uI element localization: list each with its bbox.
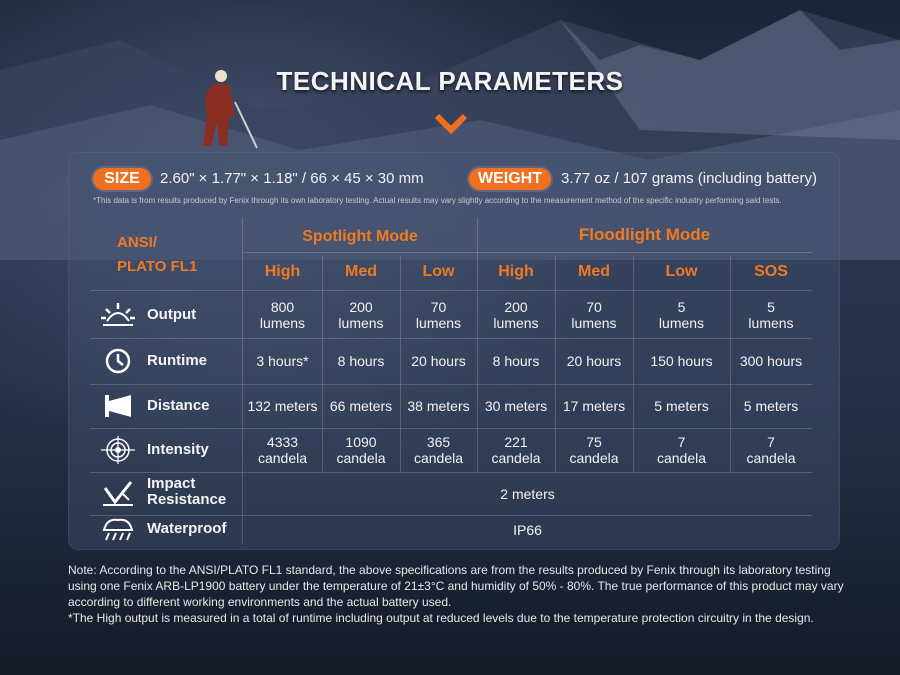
waterproof-icon bbox=[101, 514, 135, 542]
weight-value: 3.77 oz / 107 grams (including battery) bbox=[561, 170, 817, 187]
cell-text: 4333 bbox=[266, 434, 299, 450]
cell-text: lumens bbox=[259, 315, 306, 331]
output-icon bbox=[101, 301, 135, 329]
table-cell bbox=[322, 292, 400, 338]
cell-text: 20 hours bbox=[566, 353, 622, 369]
cell-text: 221 bbox=[504, 434, 528, 450]
cell-text: candela bbox=[491, 450, 541, 466]
cell-text: 70 bbox=[586, 299, 602, 315]
table-cell bbox=[633, 384, 730, 428]
cell-text: 200 bbox=[349, 299, 373, 315]
table-rule bbox=[90, 290, 812, 291]
cell-text: lumens bbox=[338, 315, 384, 331]
table-cell bbox=[400, 428, 477, 472]
cell-text: 7 bbox=[767, 434, 775, 450]
weight-badge: WEIGHT bbox=[469, 168, 551, 190]
table-cell bbox=[243, 428, 322, 472]
cell-text: 38 meters bbox=[407, 398, 470, 414]
row-label: Distance bbox=[147, 397, 210, 414]
cell-text: 3 hours* bbox=[256, 353, 309, 369]
row-label: Runtime bbox=[147, 352, 207, 369]
table-cell bbox=[400, 384, 477, 428]
table-cell bbox=[633, 338, 730, 384]
table-cell bbox=[477, 292, 555, 338]
note-asterisk: *The High output is measured in a total of runtime including output at reduced levels due to the temperature protection circuitry in the design. bbox=[68, 611, 814, 625]
table-cell bbox=[477, 338, 555, 384]
cell-text: lumens bbox=[748, 315, 794, 331]
cell-text: candela bbox=[257, 450, 308, 466]
standard-line-1: ANSI/ bbox=[117, 234, 158, 251]
cell-text: 132 meters bbox=[247, 398, 318, 414]
table-cell bbox=[555, 292, 633, 338]
table-cell bbox=[555, 428, 633, 472]
table-cell bbox=[400, 292, 477, 338]
row-label-impact bbox=[147, 476, 226, 508]
cell-text: 8 hours bbox=[337, 353, 385, 369]
mode-header: Med bbox=[578, 263, 610, 280]
size-value: 2.60" × 1.77" × 1.18" / 66 × 45 × 30 mm bbox=[160, 170, 424, 187]
beam-distance-icon bbox=[101, 392, 135, 420]
mode-header: Low bbox=[665, 263, 698, 280]
cell-text: 5 meters bbox=[654, 398, 709, 414]
mode-header: Med bbox=[345, 263, 377, 280]
impact-label-line2: Resistance bbox=[147, 491, 227, 508]
cell-text: 1090 bbox=[345, 434, 377, 450]
group-header-spotlight: Spotlight Mode bbox=[302, 228, 418, 245]
cell-text: 75 bbox=[586, 434, 602, 450]
table-rule bbox=[243, 252, 812, 253]
cell-text: 20 hours bbox=[411, 353, 466, 369]
standard-label bbox=[117, 231, 197, 279]
mode-header: High bbox=[264, 263, 301, 280]
row-label-waterproof: Waterproof bbox=[147, 520, 227, 537]
row-label: Output bbox=[147, 306, 197, 323]
mode-header: High bbox=[498, 263, 534, 280]
cell-text: 17 meters bbox=[562, 398, 626, 414]
cell-text: 7 bbox=[677, 434, 686, 450]
cell-text: candela bbox=[336, 450, 386, 466]
cell-text: 30 meters bbox=[484, 398, 548, 414]
cell-text: lumens bbox=[571, 315, 617, 331]
waterproof-value: IP66 bbox=[513, 522, 542, 538]
table-cell bbox=[322, 338, 400, 384]
table-cell bbox=[400, 338, 477, 384]
cell-text: 66 meters bbox=[329, 398, 393, 414]
row-label: Intensity bbox=[147, 441, 209, 458]
table-cell bbox=[555, 384, 633, 428]
footnote bbox=[68, 562, 848, 626]
cell-text: 5 bbox=[677, 299, 686, 315]
table-cell bbox=[243, 384, 322, 428]
cell-text: lumens bbox=[493, 315, 539, 331]
table-cell bbox=[633, 428, 730, 472]
standard-line-2: PLATO FL1 bbox=[117, 258, 198, 275]
cell-text: 365 bbox=[426, 434, 451, 450]
table-cell bbox=[243, 338, 322, 384]
cell-text: 150 hours bbox=[650, 353, 713, 369]
chevron-down-icon bbox=[434, 112, 468, 136]
table-cell bbox=[730, 338, 812, 384]
table-cell bbox=[477, 428, 555, 472]
clock-icon bbox=[101, 347, 135, 375]
target-icon bbox=[101, 436, 135, 464]
disclaimer-text: *This data is from results produced by Fenix through its own laboratory testing. Actual results may vary slightly according to the measurement method of the specific industry performing said tests. bbox=[93, 196, 782, 205]
table-cell bbox=[322, 428, 400, 472]
table-cell bbox=[730, 292, 812, 338]
cell-text: 70 bbox=[430, 299, 447, 315]
cell-text: candela bbox=[413, 450, 464, 466]
cell-text: 5 bbox=[767, 299, 775, 315]
table-cell bbox=[322, 384, 400, 428]
page-title: TECHNICAL PARAMETERS bbox=[276, 66, 624, 96]
cell-text: lumens bbox=[658, 315, 705, 331]
impact-label-line1: Impact bbox=[147, 475, 196, 492]
note-paragraph: Note: According to the ANSI/PLATO FL1 standard, the above specifications are from the results produced by Fenix through its laboratory testing using one Fenix ARB-LP1900 battery under the temperature of 21±3°C and humidity of 50% - 80%. The true performance of this product may vary according to different working environments and the actual battery used. bbox=[68, 563, 844, 609]
cell-text: candela bbox=[746, 450, 796, 466]
cell-text: 8 hours bbox=[492, 353, 540, 369]
cell-text: 800 bbox=[270, 299, 295, 315]
table-cell bbox=[477, 384, 555, 428]
table-cell bbox=[555, 338, 633, 384]
cell-text: 300 hours bbox=[739, 353, 803, 369]
table-cell bbox=[730, 428, 812, 472]
cell-text: candela bbox=[569, 450, 619, 466]
cell-text: 5 meters bbox=[743, 398, 799, 414]
table-cell bbox=[730, 384, 812, 428]
cell-text: lumens bbox=[415, 315, 462, 331]
cell-text: 200 bbox=[504, 299, 528, 315]
impact-icon bbox=[101, 480, 135, 508]
mode-header: SOS bbox=[754, 263, 788, 280]
mode-header: Low bbox=[422, 263, 455, 280]
group-header-floodlight: Floodlight Mode bbox=[578, 225, 711, 244]
impact-value: 2 meters bbox=[500, 485, 555, 502]
size-badge: SIZE bbox=[93, 168, 151, 190]
table-cell bbox=[633, 292, 730, 338]
cell-text: candela bbox=[656, 450, 707, 466]
table-cell bbox=[243, 292, 322, 338]
